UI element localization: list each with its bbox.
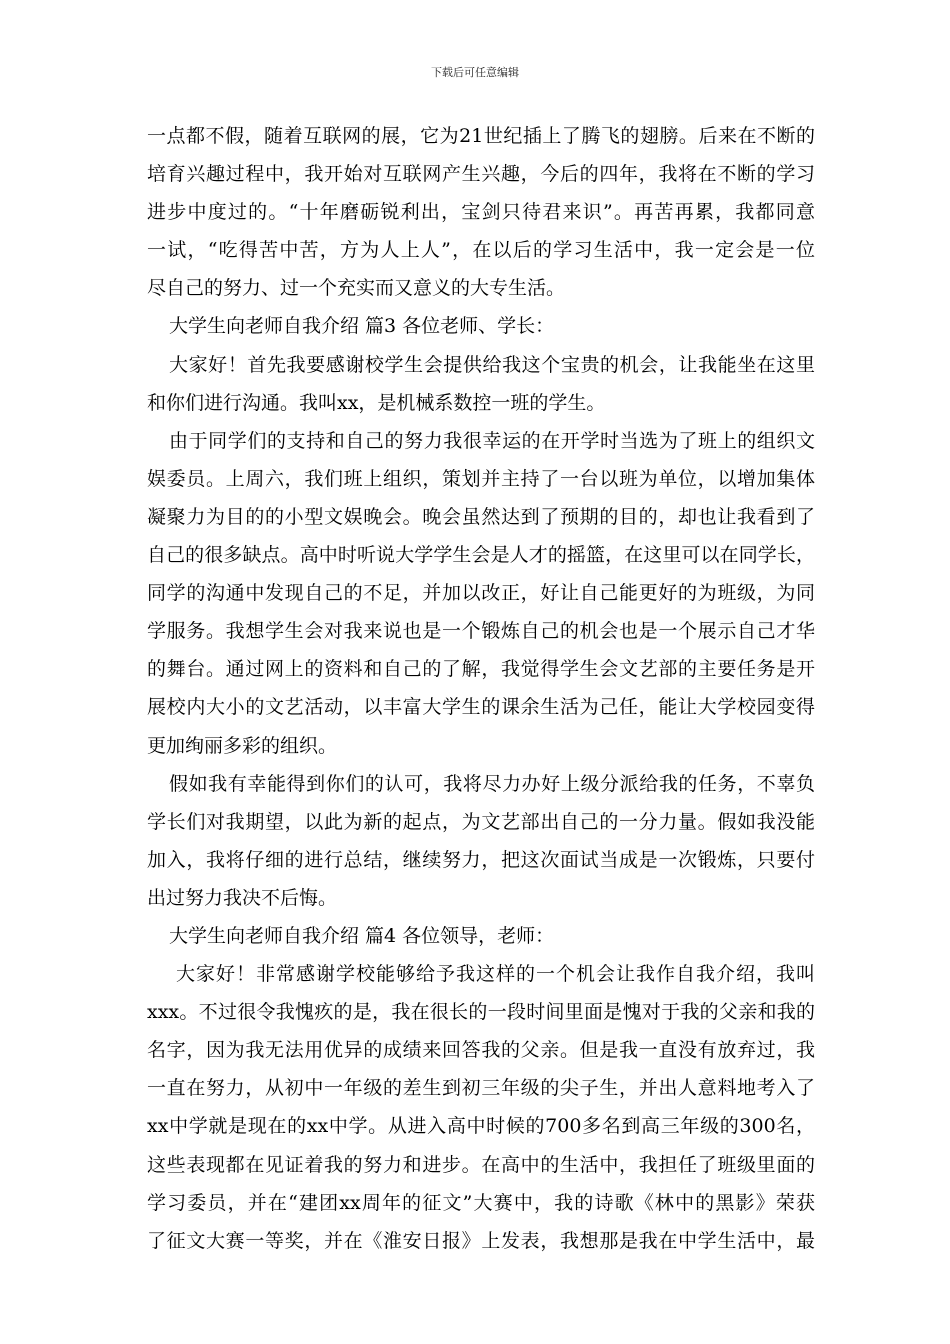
- text-line: 一点都不假，随着互联网的展，它为21世纪插上了腾飞的翅膀。后来在不断的: [147, 125, 815, 147]
- document-body: [147, 117, 815, 1260]
- text-line: 凝聚力为目的的小型文娱晚会。晚会虽然达到了预期的目的，却也让我看到了: [147, 505, 815, 528]
- text-line: 由于同学们的支持和自己的努力我很幸运的在开学时当选为了班上的组织文: [169, 429, 815, 452]
- page-header: 下载后可任意编辑: [431, 66, 519, 79]
- text-line: xxx。不过很令我愧疚的是，我在很长的一段时间里面是愧对于我的父亲和我的: [147, 1001, 815, 1024]
- text-line: 尽自己的努力、过一个充实而又意义的大专生活。: [147, 277, 566, 300]
- text-line: 这些表现都在见证着我的努力和进步。在高中的生活中，我担任了班级里面的: [147, 1153, 815, 1176]
- text-line: xx中学就是现在的xx中学。从进入高中时候的700多名到高三年级的300名，: [147, 1115, 815, 1138]
- text-line: 出过努力我决不后悔。: [147, 886, 338, 909]
- section-heading-4: 大学生向老师自我介绍 篇4 各位领导，老师：: [169, 924, 555, 947]
- text-line: 学长们对我期望，以此为新的起点，为文艺部出自己的一分力量。假如我没能: [147, 810, 815, 833]
- text-line: 和你们进行沟通。我叫xx，是机械系数控一班的学生。: [147, 391, 606, 414]
- text-line: 大家好！首先我要感谢校学生会提供给我这个宝贵的机会，让我能坐在这里: [169, 353, 815, 376]
- text-line: 学习委员，并在“建团xx周年的征文”大赛中，我的诗歌《林中的黑影》荣获: [147, 1191, 815, 1214]
- text-line: 展校内大小的文艺活动，以丰富大学生的课余生活为己任，能让大学校园变得: [147, 696, 815, 719]
- text-line: 的舞台。通过网上的资料和自己的了解，我觉得学生会文艺部的主要任务是开: [147, 658, 815, 681]
- text-line: 一试，“吃得苦中苦，方为人上人”，在以后的学习生活中，我一定会是一位: [147, 239, 815, 262]
- text-line: 自己的很多缺点。高中时听说大学学生会是人才的摇篮，在这里可以在同学长，: [147, 544, 815, 567]
- text-line: 加入，我将仔细的进行总结，继续努力，把这次面试当成是一次锻炼，只要付: [147, 848, 815, 871]
- text-line: 培育兴趣过程中，我开始对互联网产生兴趣，今后的四年，我将在不断的学习: [147, 163, 815, 186]
- text-line: 进步中度过的。“十年磨砺锐利出，宝剑只待君来识”。再苦再累，我都同意: [147, 201, 815, 224]
- section-heading-3: 大学生向老师自我介绍 篇3 各位老师、学长：: [169, 315, 555, 338]
- text-line: 假如我有幸能得到你们的认可，我将尽力办好上级分派给我的任务，不辜负: [169, 772, 815, 795]
- text-line: 名字，因为我无法用优异的成绩来回答我的父亲。但是我一直没有放弃过，我: [147, 1039, 815, 1062]
- text-line: 一直在努力，从初中一年级的差生到初三年级的尖子生，并出人意料地考入了: [147, 1077, 815, 1100]
- text-line: 学服务。我想学生会对我来说也是一个锻炼自己的机会也是一个展示自己才华: [147, 620, 815, 643]
- text-line: 娱委员。上周六，我们班上组织，策划并主持了一台以班为单位，以增加集体: [147, 467, 815, 490]
- text-line: 了征文大赛一等奖，并在《淮安日报》上发表，我想那是我在中学生活中，最: [147, 1229, 815, 1252]
- text-line: 更加绚丽多彩的组织。: [147, 734, 338, 757]
- text-line: 同学的沟通中发现自己的不足，并加以改正，好让自己能更好的为班级，为同: [147, 582, 815, 605]
- text-line: 大家好！非常感谢学校能够给予我这样的一个机会让我作自我介绍，我叫: [176, 963, 815, 986]
